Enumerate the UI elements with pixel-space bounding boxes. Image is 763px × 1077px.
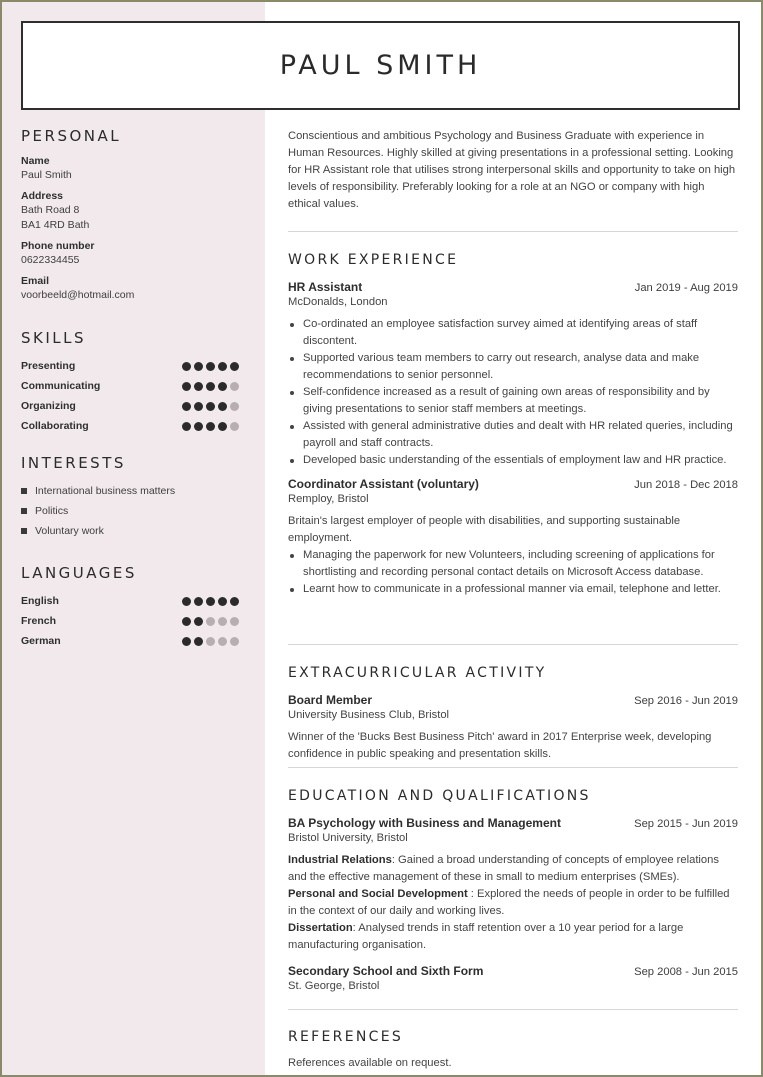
personal-address-field	[21, 189, 243, 233]
activity-date: Sep 2016 - Jun 2019	[634, 695, 738, 707]
rating-dot-filled-icon	[206, 382, 215, 391]
job-date: Jun 2018 - Dec 2018	[634, 479, 738, 491]
language-rating	[182, 617, 239, 626]
rating-dot-filled-icon	[218, 597, 227, 606]
field-label: Name	[21, 155, 50, 167]
field-label: Phone number	[21, 240, 95, 252]
language-rating	[182, 637, 239, 646]
degree-title: Secondary School and Sixth Form	[288, 964, 484, 978]
degree-org: St. George, Bristol	[288, 980, 380, 992]
list-item: Assisted with general administrative duties and dealt with HR related queries, including payroll and staff contracts.	[288, 418, 738, 452]
rating-dot-empty-icon	[230, 382, 239, 391]
interest-item	[21, 481, 243, 501]
degree-org: Bristol University, Bristol	[288, 832, 408, 844]
job-description: Britain's largest employer of people with disabilities, and supporting sustainable employment.	[288, 515, 681, 544]
module-sep: :	[352, 922, 359, 934]
skill-label: Organizing	[21, 400, 76, 412]
rating-dot-filled-icon	[182, 617, 191, 626]
references-section	[288, 1029, 738, 1072]
education-entry	[288, 964, 738, 995]
skill-rating	[182, 382, 239, 391]
education-heading: EDUCATION AND QUALIFICATIONS	[288, 788, 591, 804]
candidate-name: PAUL SMITH	[279, 50, 482, 81]
field-label: Address	[21, 190, 64, 202]
name-header	[21, 21, 740, 110]
skill-rating	[182, 422, 239, 431]
rating-dot-filled-icon	[206, 362, 215, 371]
education-section	[288, 788, 738, 995]
field-label: Email	[21, 275, 50, 287]
skill-label: Presenting	[21, 360, 76, 372]
interest-item	[21, 501, 243, 521]
list-item: Learnt how to communicate in a professional manner via email, telephone and letter.	[288, 581, 738, 598]
rating-dot-filled-icon	[194, 402, 203, 411]
section-divider	[288, 644, 738, 645]
list-item: Supported various team members to carry out research, analyse data and make recommendations to senior personnel.	[288, 350, 738, 384]
module-sep: :	[467, 888, 478, 900]
references-heading: REFERENCES	[288, 1029, 404, 1045]
rating-dot-filled-icon	[230, 597, 239, 606]
bullet-square-icon	[21, 488, 27, 494]
personal-email-field	[21, 274, 243, 303]
job-bullets	[288, 316, 738, 469]
work-heading: WORK EXPERIENCE	[288, 252, 459, 268]
language-row	[21, 631, 243, 651]
rating-dot-empty-icon	[206, 617, 215, 626]
interest-label: Politics	[35, 505, 69, 517]
rating-dot-filled-icon	[218, 362, 227, 371]
skill-row	[21, 416, 243, 436]
rating-dot-filled-icon	[194, 637, 203, 646]
field-value: voorbeeld@hotmail.com	[21, 289, 135, 301]
skill-rating	[182, 402, 239, 411]
language-label: German	[21, 635, 61, 647]
interest-item	[21, 521, 243, 541]
rating-dot-filled-icon	[182, 402, 191, 411]
personal-section	[21, 127, 243, 303]
section-divider	[288, 767, 738, 768]
job-bullets	[288, 547, 738, 598]
rating-dot-empty-icon	[230, 422, 239, 431]
interest-label: International business matters	[35, 485, 176, 497]
skill-row	[21, 376, 243, 396]
languages-section	[21, 564, 243, 651]
field-value: Paul Smith	[21, 169, 72, 181]
module-key: Personal and Social Development	[288, 888, 468, 900]
section-divider	[288, 1009, 738, 1010]
rating-dot-filled-icon	[182, 382, 191, 391]
job-title: Coordinator Assistant (voluntary)	[288, 477, 479, 491]
field-value: 0622334455	[21, 254, 80, 266]
summary-section	[288, 128, 738, 213]
rating-dot-filled-icon	[194, 617, 203, 626]
personal-name-field	[21, 154, 243, 183]
work-section	[288, 252, 738, 598]
degree-title: BA Psychology with Business and Management	[288, 816, 561, 830]
rating-dot-filled-icon	[182, 362, 191, 371]
job-date: Jan 2019 - Aug 2019	[634, 282, 738, 294]
job-org: Remploy, Bristol	[288, 493, 369, 505]
job-org: McDonalds, London	[288, 296, 388, 308]
activity-org: University Business Club, Bristol	[288, 709, 450, 721]
interests-heading: INTERESTS	[21, 454, 126, 472]
interest-label: Voluntary work	[35, 525, 104, 537]
language-rating	[182, 597, 239, 606]
rating-dot-empty-icon	[230, 617, 239, 626]
activity-description: Winner of the 'Bucks Best Business Pitch' award in 2017 Enterprise week, developing confidence in public speaking and presentation skills.	[288, 731, 712, 760]
rating-dot-filled-icon	[218, 422, 227, 431]
interests-section	[21, 454, 243, 541]
languages-heading: LANGUAGES	[21, 564, 137, 582]
summary-text: Conscientious and ambitious Psychology and Business Graduate with experience in Human Resources. Highly skilled at giving presentations in a professional setting. Looking for HR Assistant role that utilises strong interpersonal skills and opportunity to take on high levels of responsibility. Preferably looking for a role at an NGO or company with high ethical values.	[288, 130, 736, 210]
references-text: References available on request.	[288, 1057, 452, 1069]
module-key: Dissertation	[288, 922, 353, 934]
module-item	[288, 852, 738, 886]
rating-dot-empty-icon	[218, 617, 227, 626]
section-divider	[288, 231, 738, 232]
rating-dot-empty-icon	[206, 637, 215, 646]
extracurricular-heading: EXTRACURRICULAR ACTIVITY	[288, 665, 547, 681]
extracurricular-section	[288, 665, 738, 763]
rating-dot-filled-icon	[206, 597, 215, 606]
bullet-square-icon	[21, 508, 27, 514]
module-text: Gained a broad understanding of concepts of employee relations and the effective management of these in small to medium enterprises (SMEs).	[288, 854, 719, 883]
personal-heading: PERSONAL	[21, 127, 122, 145]
job-entry	[288, 477, 738, 598]
rating-dot-empty-icon	[230, 637, 239, 646]
list-item: Co-ordinated an employee satisfaction survey aimed at identifying areas of staff discontent.	[288, 316, 738, 350]
job-entry	[288, 280, 738, 469]
rating-dot-filled-icon	[182, 637, 191, 646]
rating-dot-filled-icon	[206, 402, 215, 411]
language-label: French	[21, 615, 57, 627]
language-row	[21, 591, 243, 611]
activity-title: Board Member	[288, 693, 373, 707]
job-title: HR Assistant	[288, 280, 363, 294]
degree-date: Sep 2008 - Jun 2015	[634, 966, 738, 978]
module-item	[288, 920, 738, 954]
rating-dot-filled-icon	[182, 597, 191, 606]
skill-label: Collaborating	[21, 420, 89, 432]
module-text: Analysed trends in staff retention over a 10 year period for a large manufacturing organisation.	[288, 922, 684, 951]
rating-dot-filled-icon	[194, 382, 203, 391]
language-label: English	[21, 595, 59, 607]
list-item: Managing the paperwork for new Volunteers, including screening of applications for shortlisting and recording personal contact details on Microsoft Access database.	[288, 547, 738, 581]
field-value: Bath Road 8	[21, 204, 80, 216]
bullet-square-icon	[21, 528, 27, 534]
rating-dot-filled-icon	[206, 422, 215, 431]
skill-row	[21, 356, 243, 376]
rating-dot-empty-icon	[230, 402, 239, 411]
module-key: Industrial Relations	[288, 854, 392, 866]
list-item: Developed basic understanding of the essentials of employment law and HR practice.	[288, 452, 738, 469]
rating-dot-filled-icon	[218, 382, 227, 391]
skill-rating	[182, 362, 239, 371]
rating-dot-filled-icon	[194, 422, 203, 431]
rating-dot-filled-icon	[218, 402, 227, 411]
rating-dot-filled-icon	[230, 362, 239, 371]
language-row	[21, 611, 243, 631]
module-item	[288, 886, 738, 920]
module-sep: :	[391, 854, 399, 866]
list-item: Self-confidence increased as a result of gaining own areas of responsibility and by giving presentations to senior staff members at meetings.	[288, 384, 738, 418]
field-value: BA1 4RD Bath	[21, 219, 90, 231]
module-text: Explored the needs of people in order to be fulfilled in the context of our daily and working lives.	[288, 888, 730, 917]
degree-date: Sep 2015 - Jun 2019	[634, 818, 738, 830]
skills-heading: SKILLS	[21, 329, 87, 347]
rating-dot-filled-icon	[194, 597, 203, 606]
skills-section	[21, 329, 243, 436]
education-entry	[288, 816, 738, 954]
rating-dot-filled-icon	[182, 422, 191, 431]
rating-dot-filled-icon	[194, 362, 203, 371]
personal-phone-field	[21, 239, 243, 268]
skill-label: Communicating	[21, 380, 101, 392]
rating-dot-empty-icon	[218, 637, 227, 646]
skill-row	[21, 396, 243, 416]
